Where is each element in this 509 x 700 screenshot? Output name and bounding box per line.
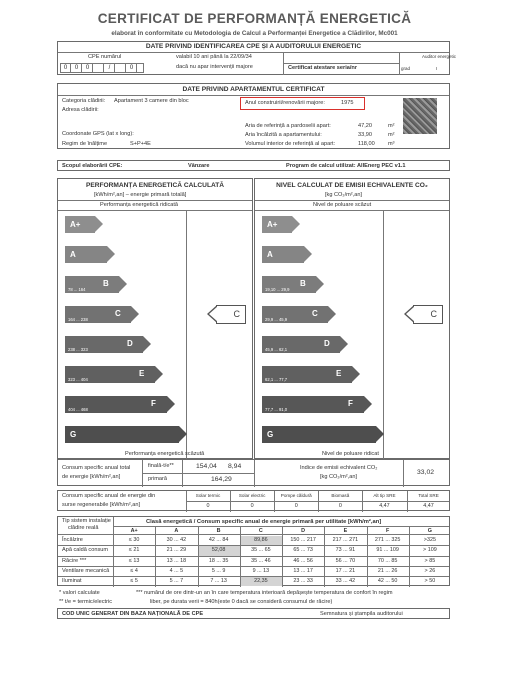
scope-value: Vânzare <box>188 163 210 169</box>
consumption-row <box>57 459 450 486</box>
class-table-cell: 150 ... 217 <box>290 537 316 543</box>
auditor-signature-label: Semnatura și ștampila auditorului <box>320 611 403 617</box>
emissions-grade-bar <box>262 396 364 413</box>
emissions-unit: [kg CO₂/m²,an] <box>325 192 362 198</box>
class-table-cell: 73 ... 91 <box>335 547 356 554</box>
renewables-row <box>57 490 450 511</box>
cpe-digit <box>94 64 104 73</box>
class-table-cell: 7 ... 13 <box>210 578 227 585</box>
emissions-current-class-pointer-inner: C <box>413 305 443 324</box>
class-table-cell: 5 ... 7 <box>169 578 184 585</box>
performance-grade-label: G <box>70 430 77 439</box>
volume-label: Volumul interior de referință al apart: <box>245 141 336 147</box>
emissions-grade-range: 62,1 ... 77,7 <box>265 377 288 382</box>
performance-grade-bar <box>65 366 155 383</box>
performance-grade-bar <box>65 216 95 233</box>
document-subtitle: elaborat în conformitate cu Metodologia de Calcul a Performanței Energetice a Clădirilor, Mc001 <box>111 30 398 37</box>
renewables-unit: surse regenerabile [kWh/m²,an] <box>62 502 141 508</box>
energy-class-table <box>57 516 450 586</box>
performance-grade-bar <box>65 426 179 443</box>
final-thermal-value: 154,04 <box>196 463 217 470</box>
class-table-cell: 65 ... 73 <box>293 547 313 554</box>
renewables-value: 0 <box>206 503 210 509</box>
volume-unit: m³ <box>388 141 395 147</box>
performance-grade-bar <box>65 246 107 263</box>
performance-grade-bar <box>65 306 131 323</box>
renewables-header: Pompe căldură <box>280 493 312 498</box>
class-table-cell: ≤ 13 <box>128 557 140 564</box>
cpe-digit: 0 <box>61 64 71 73</box>
performance-grade-range: 323 ... 404 <box>68 377 88 382</box>
gps-label: Coordonate GPS (lat x long): <box>62 131 134 137</box>
performance-grade-range: 238 ... 323 <box>68 347 88 352</box>
emissions-grade-bar <box>262 336 340 353</box>
floor-area-unit: m² <box>388 123 395 129</box>
cpe-digit: 0 <box>127 64 137 73</box>
class-table-cell: 22,35 <box>254 578 268 585</box>
system-row-label: Iluminat <box>62 578 82 585</box>
emissions-panel <box>254 178 450 459</box>
unique-code-label: COD UNIC GENERAT DIN BAZA NAȚIONALĂ DE CPE <box>62 611 204 617</box>
cpe-digit: 0 <box>72 64 82 73</box>
renewables-header: Solar electric <box>238 493 266 498</box>
heated-area-unit: m² <box>388 132 395 138</box>
emissions-grade-label: C <box>312 309 318 318</box>
energy-performance-panel <box>57 178 253 459</box>
performance-grade-label: E <box>139 369 145 378</box>
class-table-cell: 13 ... 17 <box>293 567 313 574</box>
class-table-cell: 70 ... 85 <box>377 557 398 564</box>
class-table-cell: ≤ 5 <box>130 578 138 585</box>
category-value: Apartament 3 camere din bloc <box>114 98 189 104</box>
performance-grade-label: D <box>127 339 133 348</box>
emissions-grade-bar <box>262 276 316 293</box>
grade-label: grad <box>401 66 411 71</box>
performance-grade-label: F <box>151 399 156 408</box>
class-table-cell: ≤ 30 <box>128 537 140 543</box>
final-energy-label: finală-t/e** <box>148 463 174 469</box>
performance-grade-range: 404 ... 468 <box>68 407 88 412</box>
performance-current-class-pointer-inner: C <box>216 305 246 324</box>
performance-low-label: Performanța energetică scăzută <box>125 451 205 457</box>
renewables-header: Total SRE <box>418 493 439 498</box>
class-table-cell: > 109 <box>423 547 437 554</box>
performance-title: PERFORMANȚA ENERGETICĂ CALCULATĂ <box>85 182 225 189</box>
system-row-label: Încălzire <box>62 537 83 543</box>
footnote-calculated: * valori calculate <box>59 590 100 596</box>
cpe-digit <box>116 64 126 73</box>
emissions-grade-label: G <box>267 430 274 439</box>
class-table-cell: 52,08 <box>211 547 226 554</box>
emissions-grade-label: D <box>324 339 330 348</box>
cpe-identification-section <box>57 41 457 75</box>
renewables-value: 4,47 <box>379 503 390 509</box>
system-type-header: Tip sistem instalație <box>62 518 111 524</box>
certificate-series-label: Certificat atestare seria/nr <box>288 65 358 71</box>
address-label: Adresa clădirii: <box>62 107 99 113</box>
emissions-high-label: Nivel de poluare ridicat <box>322 451 379 457</box>
footnote-summer: liber, pe durata verii = 840h(este 0 dacă se consideră consumul de răcire) <box>150 599 333 605</box>
height-regime-label: Regim de înălțime <box>62 141 108 147</box>
performance-unit: [kWh/m²,an] – energie primară totală] <box>94 192 187 198</box>
class-table-cell: 271 ... 325 <box>374 537 401 543</box>
renewables-header: Biomasă <box>331 493 350 498</box>
document-title: CERTIFICAT DE PERFORMANȚĂ ENERGETICĂ <box>97 11 412 26</box>
class-table-cell: 46 ... 56 <box>293 557 313 564</box>
class-header: A+ <box>130 527 138 534</box>
system-type-header-2: clădire reală <box>68 525 99 531</box>
scope-row <box>57 160 450 171</box>
class-table-cell: ≤ 4 <box>130 567 138 574</box>
class-table-cell: 33 ... 42 <box>335 578 356 585</box>
emissions-title: NIVEL CALCULAT DE EMISII ECHIVALENTE CO₂ <box>276 182 428 189</box>
auditor-label: Auditor energetic <box>422 54 457 59</box>
renewables-value: 4,47 <box>423 503 434 509</box>
class-table-cell: 35 ... 46 <box>251 557 271 564</box>
class-table-cell: 23 ... 33 <box>293 578 313 585</box>
renewables-label: Consum specific anual de energie din <box>62 493 156 499</box>
emissions-grade-label: E <box>336 369 342 378</box>
heated-area-label: Aria încălzită a apartamentului: <box>245 132 322 138</box>
scope-label: Scopul elaborării CPE: <box>62 163 123 169</box>
performance-grade-label: A+ <box>70 220 81 229</box>
primary-energy-value: 164,29 <box>211 476 232 483</box>
class-table-cell: 56 ... 70 <box>335 557 356 564</box>
co2-index-label: Indice de emisii echivalent CO₂ <box>300 465 378 471</box>
class-table-cell: 9 ... 13 <box>252 567 270 574</box>
class-header: C <box>258 527 263 534</box>
performance-grade-label: B <box>103 279 109 288</box>
emissions-low-label: Nivel de poluare scăzut <box>313 202 372 208</box>
class-table-cell: 91 ... 109 <box>376 547 399 554</box>
class-table-cell: 89,86 <box>254 537 268 543</box>
building-photo <box>403 98 437 134</box>
emissions-grade-range: 45,9 ... 62,1 <box>265 347 288 352</box>
emissions-grade-bar <box>262 246 304 263</box>
calculation-program: Program de calcul utilizat: AllEnerg PEC v1.1 <box>286 163 406 169</box>
renewables-value: 0 <box>338 503 342 509</box>
class-table-cell: >325 <box>423 537 436 543</box>
system-row-label: Răcire *** <box>62 557 87 564</box>
height-regime-value: S+P+4E <box>130 141 151 147</box>
class-header: E <box>343 527 348 534</box>
class-table-cell: > 50 <box>424 578 436 585</box>
class-header: D <box>301 527 306 534</box>
renewables-value: 0 <box>250 503 254 509</box>
validity-text: valabil 10 ani până la 22/09/34 <box>176 54 252 60</box>
class-table-cell: 21 ... 26 <box>377 567 398 574</box>
final-electric-value: 8,94 <box>228 463 242 470</box>
emissions-grade-bar <box>262 216 292 233</box>
class-table-cell: 35 ... 65 <box>251 547 271 554</box>
class-table-title: Clasă energetică / Consum specific anual de energie primară per utilitate [kWh/m²,an] <box>146 519 382 525</box>
total-consumption-unit: de energie [kWh/m²,an] <box>62 474 121 480</box>
emissions-grade-bar <box>262 366 352 383</box>
co2-index-unit: [kg CO₂/m²,an] <box>320 474 357 480</box>
emissions-grade-label: A+ <box>267 220 278 229</box>
performance-grade-bar <box>65 396 167 413</box>
class-header: G <box>427 527 432 534</box>
class-table-cell: 17 ... 21 <box>335 567 356 574</box>
class-header: A <box>174 527 179 534</box>
class-header: B <box>216 527 221 534</box>
emissions-grade-label: A <box>267 250 273 259</box>
emissions-grade-range: 29,9 ... 45,9 <box>265 317 288 322</box>
emissions-grade-range: 19,10 ... 29,9 <box>265 287 290 292</box>
renewables-value: 0 <box>294 503 298 509</box>
floor-area-label: Aria de referință a pardoselii apart: <box>245 123 331 129</box>
validity-condition: dacă nu apar intervenții majore <box>176 64 253 70</box>
class-header: F <box>385 527 390 534</box>
class-table-cell: 30 ... 42 <box>166 537 187 543</box>
class-table-cell: ≤ 21 <box>128 547 140 554</box>
class-table-cell: 42 ... 84 <box>208 537 229 543</box>
class-table-cell: > 85 <box>424 557 436 564</box>
class-table-cell: 217 ... 271 <box>332 537 359 543</box>
class-table-cell: 18 ... 35 <box>208 557 229 564</box>
emissions-grade-range: 77,7 ... 91,0 <box>265 407 288 412</box>
class-table-cell: 4 ... 5 <box>169 567 184 574</box>
volume-value: 118,00 <box>358 141 375 147</box>
performance-grade-label: C <box>115 309 121 318</box>
emissions-grade-bar <box>262 306 328 323</box>
system-row-label: Ventilare mecanică <box>62 567 110 574</box>
construction-year-label: Anul construirii/renovării majore: <box>245 100 325 106</box>
class-table-cell: 21 ... 29 <box>166 547 187 554</box>
cpe-number-field <box>60 63 144 73</box>
class-table-cell: 13 ... 18 <box>166 557 187 564</box>
performance-grade-range: 164 ... 238 <box>68 317 88 322</box>
performance-grade-bar <box>65 276 119 293</box>
performance-high-label: Performanța energetică ridicată <box>100 202 179 208</box>
class-table-cell: > 26 <box>424 567 436 574</box>
system-row-label: Apă caldă consum <box>62 547 109 554</box>
primary-energy-label: primară <box>148 476 167 482</box>
heated-area-value: 33,90 <box>358 132 372 138</box>
class-table-cell: 5 ... 9 <box>211 567 226 574</box>
cpe-section-heading: DATE PRIVIND IDENTIFICAREA CPE ȘI A AUDITORULUI ENERGETIC <box>145 43 362 50</box>
cpe-number-label: CPE numărul <box>88 54 122 60</box>
apartment-section-heading: DATE PRIVIND APARTAMENTUL CERTIFICAT <box>182 86 325 93</box>
cpe-digit: 0 <box>83 64 93 73</box>
apartment-data-section <box>57 83 450 149</box>
renewables-header: Alt tip SRE <box>373 493 396 498</box>
footer-bar <box>57 608 450 619</box>
emissions-grade-label: B <box>300 279 306 288</box>
cpe-digit: / <box>105 64 115 73</box>
emissions-grade-bar <box>262 426 376 443</box>
renewables-header: Solar termic <box>195 493 221 498</box>
performance-grade-bar <box>65 336 143 353</box>
emissions-grade-label: F <box>348 399 353 408</box>
grade-value: I <box>436 66 438 71</box>
category-label: Categoria clădirii: <box>62 98 106 104</box>
performance-grade-range: 78 ... 164 <box>68 287 86 292</box>
footnote-thermal-electric: ** t/e = termic/electric <box>59 599 113 605</box>
total-consumption-label: Consum specific anual total <box>62 465 131 471</box>
co2-index-value: 33,02 <box>417 469 435 476</box>
footnote-cooling-hours: *** numărul de ore dintr-un an în care temperatura interioară depășește temperatura de confort în regim <box>136 590 393 596</box>
construction-year-value: 1975 <box>341 100 354 106</box>
floor-area-value: 47,20 <box>358 123 372 129</box>
performance-grade-label: A <box>70 250 76 259</box>
class-table-cell: 42 ... 50 <box>377 578 398 585</box>
